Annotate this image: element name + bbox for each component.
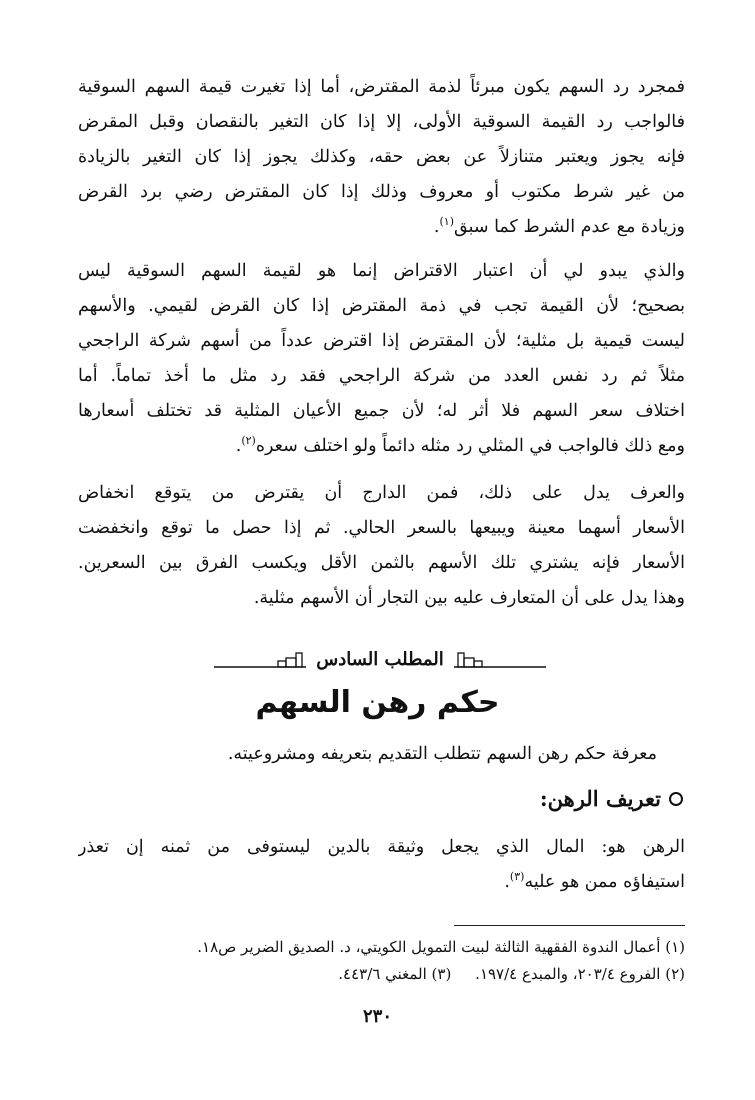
text-line: من غير شرط مكتوب أو معروف وذلك إذا كان المقترض رضي برد القرض: [78, 182, 685, 202]
ornament-right-icon: [454, 649, 546, 669]
ring-bullet-icon: [669, 792, 683, 806]
footnote-separator: [454, 925, 685, 926]
text-line: ليست قيمية بل مثلية؛ لأن المقترض إذا اقترض عدداً من أسهم شركة الراجحي: [78, 331, 685, 351]
text-line: بصحيح؛ لأن القيمة تجب في ذمة المقترض إذا كان القرض لقيمي. والأسهم: [78, 296, 685, 316]
text-line: فالواجب رد القيمة السوقية الأولى، إلا إذا كان التغير بالنقصان وقبل المقرض: [78, 112, 685, 132]
section-heading: [190, 644, 570, 674]
section-label: المطلب السادس: [316, 648, 444, 670]
ornament-left-icon: [214, 649, 306, 669]
paragraph-3: [78, 476, 685, 616]
text-line: الرهن هو: المال الذي يجعل وثيقة بالدين ليستوفى من ثمنه إن تعذر: [78, 837, 685, 857]
footnote-ref-2: (٢): [241, 434, 256, 448]
text-line: ومع ذلك فالواجب في المثلي رد مثله دائماً ولو اختلف سعره$^{(٢)}$.: [235, 434, 685, 456]
definition-paragraph: [78, 830, 685, 900]
text-line: فمجرد رد السهم يكون مبرئاً لذمة المقترض، أما إذا تغيرت قيمة السهم السوقية: [78, 77, 685, 97]
section-intro: [78, 737, 685, 772]
page-number: ٢٣٠: [362, 1006, 392, 1027]
text-line-content: استيفاؤه ممن هو عليه: [524, 872, 685, 892]
section-title: حكم رهن السهم: [255, 685, 500, 720]
footnotes: [70, 934, 685, 988]
text-line: اختلاف سعر السهم فلا أثر له؛ لأن جميع الأعيان المثلية قد تختلف أسعارها: [78, 401, 685, 421]
footnote: (١) أعمال الندوة الفقهية الثالثة لبيت التمويل الكويتي، د. الصديق الضرير ص١٨.: [197, 938, 685, 956]
text-line: الأسعار أسهما معينة ويبيعها بالسعر الحالي. ثم إذا حصل ما توقع وانخفضت: [78, 518, 685, 538]
definition-heading: [540, 786, 683, 811]
text-line-content: ومع ذلك فالواجب في المثلي رد مثله دائماً ولو اختلف سعره: [255, 436, 685, 456]
definition-heading-text: تعريف الرهن:: [539, 786, 661, 811]
paragraph-2: [78, 254, 685, 464]
text-line: وزيادة مع عدم الشرط كما سبق$^{(١)}$.: [433, 215, 685, 237]
footnote: (٢) الفروع ٢٠٣/٤، والمبدع ١٩٧/٤. (٣) المغني ٤٤٣/٦.: [338, 965, 685, 983]
text-line: الأسعار فإنه يشتري تلك الأسهم بالثمن الأقل ويكسب الفرق بين السعرين.: [78, 553, 685, 573]
text-line-content: وزيادة مع عدم الشرط كما سبق: [454, 217, 685, 237]
text-line: والذي يبدو لي أن اعتبار الاقتراض إنما هو لقيمة السهم السوقية ليس: [78, 261, 685, 281]
text-line: معرفة حكم رهن السهم تتطلب التقديم بتعريفه ومشروعيته.: [227, 744, 657, 764]
text-line: وهذا يدل على أن المتعارف عليه بين التجار أن الأسهم مثلية.: [253, 588, 685, 608]
footnote-ref-3: (٣): [509, 870, 525, 884]
text-line: فإنه يجوز ويعتبر متنازلاً عن بعض حقه، وكذلك يجوز إذا كان التغير بالزيادة: [78, 147, 685, 167]
text-line: مثلاً ثم رد نفس العدد من شركة الراجحي فقد رد مثل ما أخذ تماماً. أما: [78, 366, 685, 386]
text-line: والعرف يدل على ذلك، فمن الدارج أن يقترض من يتوقع انخفاض: [78, 483, 685, 503]
paragraph-1: [78, 70, 685, 245]
footnote-ref-1: (١): [439, 215, 454, 229]
text-line: استيفاؤه ممن هو عليه$^{(٣)}$.: [504, 870, 685, 892]
